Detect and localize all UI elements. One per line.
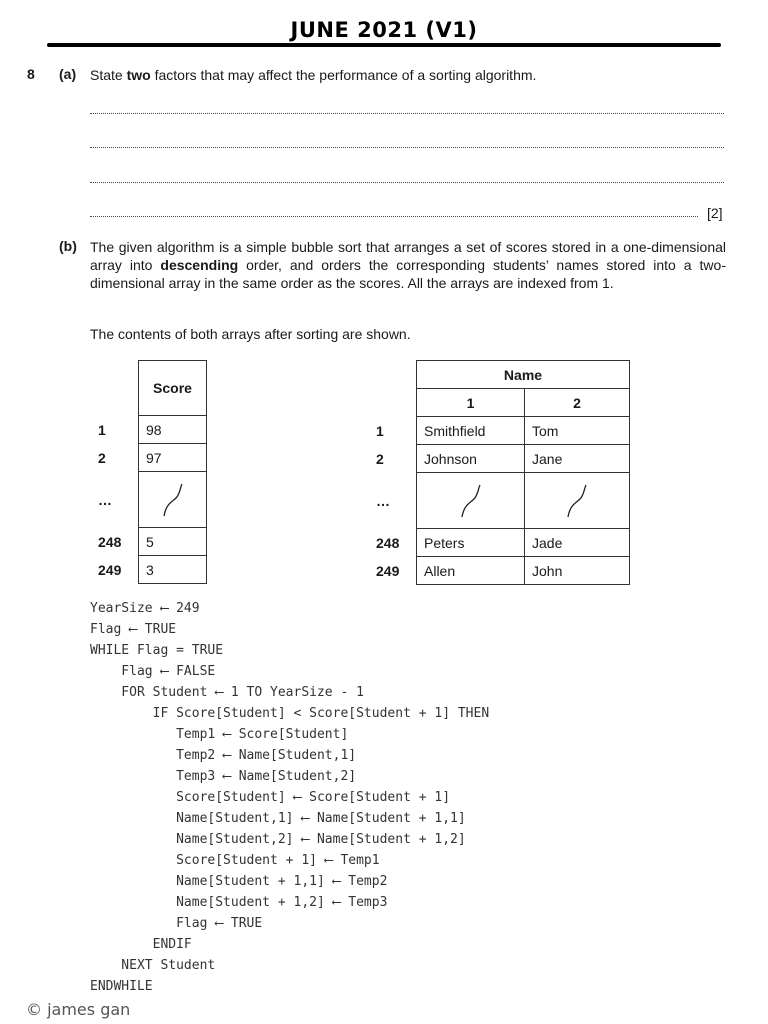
name-cell: Allen (417, 557, 525, 585)
code-line: IF Score[Student] < Score[Student + 1] THEN (90, 706, 490, 721)
code-line: Flag ⟵ TRUE (90, 916, 263, 931)
name-col-2-header: 2 (525, 389, 630, 417)
table-row (368, 417, 630, 445)
row-index: … (376, 492, 390, 509)
part-b-label: (b) (59, 238, 77, 254)
omission-cell (139, 472, 207, 528)
table-row (90, 444, 207, 472)
table-row (90, 556, 207, 584)
code-line: ENDIF (90, 937, 192, 952)
table-row (368, 473, 630, 529)
answer-line-1[interactable] (90, 113, 724, 114)
row-index: 2 (98, 449, 106, 466)
name-cell: Peters (417, 529, 525, 557)
answer-line-2[interactable] (90, 147, 724, 148)
code-line: Name[Student,1] ⟵ Name[Student + 1,1] (90, 811, 466, 826)
table-row (368, 529, 630, 557)
question-number: 8 (27, 66, 35, 82)
score-cell: 98 (139, 416, 207, 444)
answer-line-3[interactable] (90, 182, 724, 183)
part-a-label: (a) (59, 66, 77, 82)
code-line: Temp2 ⟵ Name[Student,1] (90, 748, 357, 763)
table-row (368, 445, 630, 473)
omission-cell (417, 473, 525, 529)
omission-squiggle-icon (562, 481, 592, 521)
score-cell: 97 (139, 444, 207, 472)
part-b-para1-pre: The given algorithm is a simple bubble sort that arranges a set of scores stored in a one-dimensional array into (90, 239, 726, 273)
copyright-footer: © james gan (26, 1000, 131, 1019)
row-index: 249 (376, 562, 400, 579)
omission-squiggle-icon (456, 481, 486, 521)
code-line: Name[Student + 1,1] ⟵ Temp2 (90, 874, 388, 889)
score-header: Score (139, 361, 207, 416)
row-index: 1 (98, 421, 106, 438)
name-cell: Smithfield (417, 417, 525, 445)
part-a-text-pre: State (90, 67, 127, 83)
row-index: 249 (98, 561, 122, 578)
row-index: … (98, 491, 112, 508)
row-index: 248 (376, 534, 400, 551)
row-index: 248 (98, 533, 122, 550)
table-row (368, 557, 630, 585)
name-array-table (368, 360, 630, 585)
table-row (90, 528, 207, 556)
code-line: YearSize ⟵ 249 (90, 601, 200, 616)
code-line: Score[Student] ⟵ Score[Student + 1] (90, 790, 451, 805)
code-line: ENDWHILE (90, 979, 153, 994)
omission-squiggle-icon (158, 480, 188, 520)
table-row (90, 472, 207, 528)
name-cell: Jade (525, 529, 630, 557)
code-line: Flag ⟵ FALSE (90, 664, 216, 679)
name-header: Name (417, 361, 630, 389)
code-line: Temp1 ⟵ Score[Student] (90, 727, 349, 742)
score-cell: 3 (139, 556, 207, 584)
code-line: NEXT Student (90, 958, 216, 973)
pseudocode-block (90, 598, 489, 997)
name-cell: Johnson (417, 445, 525, 473)
part-a-text-post: factors that may affect the performance of a sorting algorithm. (150, 67, 537, 83)
score-cell: 5 (139, 528, 207, 556)
code-line: Temp3 ⟵ Name[Student,2] (90, 769, 357, 784)
table-row (90, 416, 207, 444)
page-title: JUNE 2021 (V1) (290, 18, 478, 42)
score-array-table (90, 360, 207, 584)
part-b-para1-bold: descending (160, 257, 239, 273)
code-line: Name[Student,2] ⟵ Name[Student + 1,2] (90, 832, 466, 847)
answer-line-4[interactable] (90, 216, 698, 217)
name-cell: Jane (525, 445, 630, 473)
marks-label: [2] (707, 205, 723, 221)
row-index: 2 (376, 450, 384, 467)
code-line: Name[Student + 1,2] ⟵ Temp3 (90, 895, 388, 910)
header-rule (47, 43, 721, 47)
name-col-1-header: 1 (417, 389, 525, 417)
part-b-para1-post: order, and orders the corresponding students’ names stored into a two-dimensional array in the same order as the scores. All the arrays are indexed from 1. (90, 257, 726, 291)
name-cell: Tom (525, 417, 630, 445)
part-b-paragraph (90, 238, 726, 292)
part-b-paragraph-2: The contents of both arrays after sorting are shown. (90, 326, 411, 342)
code-line: Flag ⟵ TRUE (90, 622, 177, 637)
part-a-text-bold: two (126, 67, 151, 83)
code-line: WHILE Flag = TRUE (90, 643, 224, 658)
name-cell: John (525, 557, 630, 585)
omission-cell (525, 473, 630, 529)
row-index: 1 (376, 422, 384, 439)
part-a-prompt (90, 66, 726, 84)
code-line: Score[Student + 1] ⟵ Temp1 (90, 853, 380, 868)
code-line: FOR Student ⟵ 1 TO YearSize - 1 (90, 685, 364, 700)
